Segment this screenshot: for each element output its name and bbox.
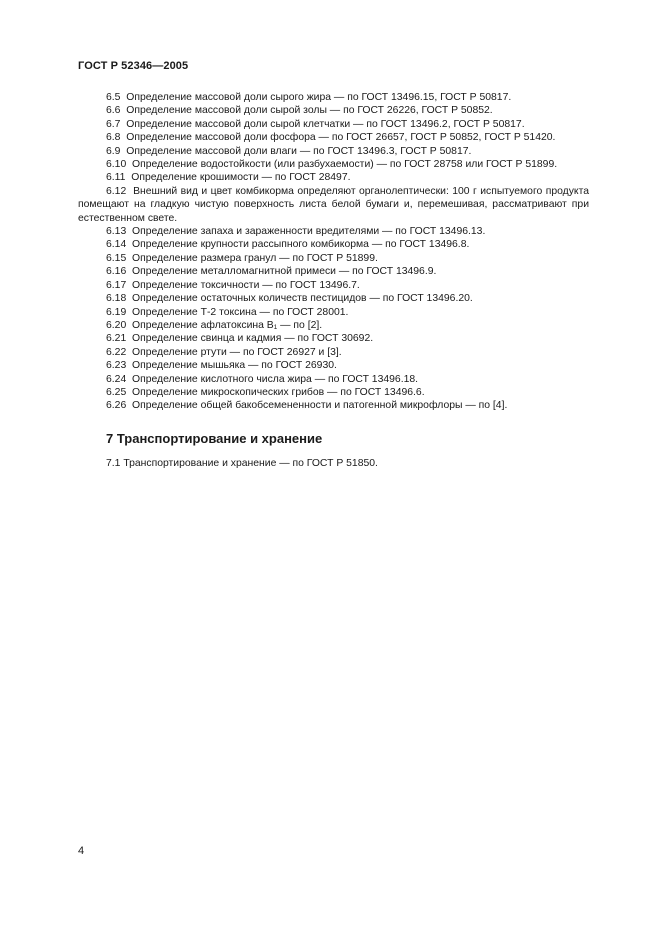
clause-number: 6.14 — [106, 239, 127, 251]
clause-6-16 — [78, 265, 589, 278]
clause-number: 6.10 — [106, 159, 127, 171]
clause-6-15 — [78, 252, 589, 265]
section-spacer — [78, 447, 589, 457]
clause-number: 6.24 — [106, 373, 127, 385]
clause-text: Определение массовой доли влаги — по ГОСТ 13496.3, ГОСТ Р 50817. — [126, 145, 472, 157]
clause-number: 7.1 — [106, 457, 121, 469]
clause-text: Определение металломагнитной примеси — по ГОСТ 13496.9. — [132, 266, 437, 278]
clause-6-24 — [78, 373, 589, 386]
clause-number: 6.23 — [106, 360, 127, 372]
clause-number: 6.8 — [106, 132, 121, 144]
clause-text: Определение Т-2 токсина — по ГОСТ 28001. — [132, 306, 349, 318]
clause-number: 6.22 — [106, 346, 127, 358]
clause-number: 6.13 — [106, 226, 127, 238]
clause-number: 6.18 — [106, 293, 127, 305]
clause-6-26 — [78, 399, 589, 412]
clause-6-12 — [78, 185, 589, 225]
clause-number: 6.21 — [106, 333, 127, 345]
clause-text: Определение крупности рассыпного комбикорма — по ГОСТ 13496.8. — [132, 239, 470, 251]
clause-text: Определение размера гранул — по ГОСТ Р 51899. — [132, 252, 378, 264]
clause-number: 6.6 — [106, 105, 121, 117]
clause-text: Определение ртути — по ГОСТ 26927 и [3]. — [132, 346, 342, 358]
clause-number: 6.25 — [106, 386, 127, 398]
clause-text: Определение водостойкости (или разбухаемости) — по ГОСТ 28758 или ГОСТ Р 51899. — [132, 159, 558, 171]
document-body — [78, 91, 589, 470]
clause-number: 6.20 — [106, 319, 127, 331]
clause-6-10 — [78, 158, 589, 171]
clause-6-11 — [78, 171, 589, 184]
clause-number: 6.5 — [106, 92, 121, 103]
document-header-standard-id: ГОСТ Р 52346—2005 — [78, 60, 189, 72]
clause-text: Определение микроскопических грибов — по ГОСТ 13496.6. — [132, 386, 425, 398]
clause-6-8 — [78, 131, 589, 144]
clause-number: 6.17 — [106, 279, 127, 291]
clause-text: Определение афлатоксина В₁ — по [2]. — [132, 319, 323, 331]
clause-6-19 — [78, 306, 589, 319]
clause-6-7 — [78, 118, 589, 131]
clause-text: Определение мышьяка — по ГОСТ 26930. — [132, 360, 337, 372]
clause-number: 6.19 — [106, 306, 127, 318]
clause-text: Определение массовой доли сырой золы — по ГОСТ 26226, ГОСТ Р 50852. — [126, 105, 493, 117]
clause-6-13 — [78, 225, 589, 238]
clause-number: 6.16 — [106, 266, 127, 278]
clause-text: Определение кислотного числа жира — по ГОСТ 13496.18. — [132, 373, 419, 385]
clause-text: Определение свинца и кадмия — по ГОСТ 30692. — [132, 333, 374, 345]
clause-6-6 — [78, 104, 589, 117]
clause-text: Внешний вид и цвет комбикорма определяют органолептически: 100 г испытуемого продукта помещают на гладкую чистую поверхность листа белой бумаги и, перемешивая, рассматривают при естественном свете. — [78, 185, 589, 224]
clause-text: Определение массовой доли фосфора — по ГОСТ 26657, ГОСТ Р 50852, ГОСТ Р 51420. — [126, 132, 556, 144]
clause-6-23 — [78, 359, 589, 372]
clause-6-21 — [78, 332, 589, 345]
clause-6-5 — [78, 91, 589, 104]
clause-text: Определение крошимости — по ГОСТ 28497. — [131, 172, 351, 184]
clause-text: Определение массовой доли сырой клетчатки — по ГОСТ 13496.2, ГОСТ Р 50817. — [126, 118, 525, 130]
clause-6-14 — [78, 238, 589, 251]
page-number: 4 — [78, 845, 85, 857]
clause-6-17 — [78, 279, 589, 292]
clause-text: Транспортирование и хранение — по ГОСТ Р 51850. — [123, 457, 378, 469]
clause-number: 6.26 — [106, 400, 127, 412]
clause-7-1 — [78, 457, 589, 470]
clause-text: Определение общей бакобсемененности и патогенной микрофлоры — по [4]. — [132, 400, 508, 412]
clause-number: 6.12 — [106, 185, 127, 197]
section-7-heading: 7 Транспортирование и хранение — [106, 430, 323, 446]
clause-6-18 — [78, 292, 589, 305]
clause-text: Определение массовой доли сырого жира — по ГОСТ 13496.15, ГОСТ Р 50817. — [126, 92, 512, 103]
clause-text: Определение запаха и зараженности вредителями — по ГОСТ 13496.13. — [132, 226, 486, 238]
clause-text: Определение остаточных количеств пестицидов — по ГОСТ 13496.20. — [132, 293, 473, 305]
clause-6-25 — [78, 386, 589, 399]
clause-number: 6.15 — [106, 252, 127, 264]
clause-6-9 — [78, 145, 589, 158]
clause-number: 6.7 — [106, 118, 121, 130]
clause-6-22 — [78, 346, 589, 359]
clause-6-20 — [78, 319, 589, 332]
clause-text: Определение токсичности — по ГОСТ 13496.7. — [132, 279, 360, 291]
clause-number: 6.11 — [106, 172, 126, 184]
clause-number: 6.9 — [106, 145, 121, 157]
